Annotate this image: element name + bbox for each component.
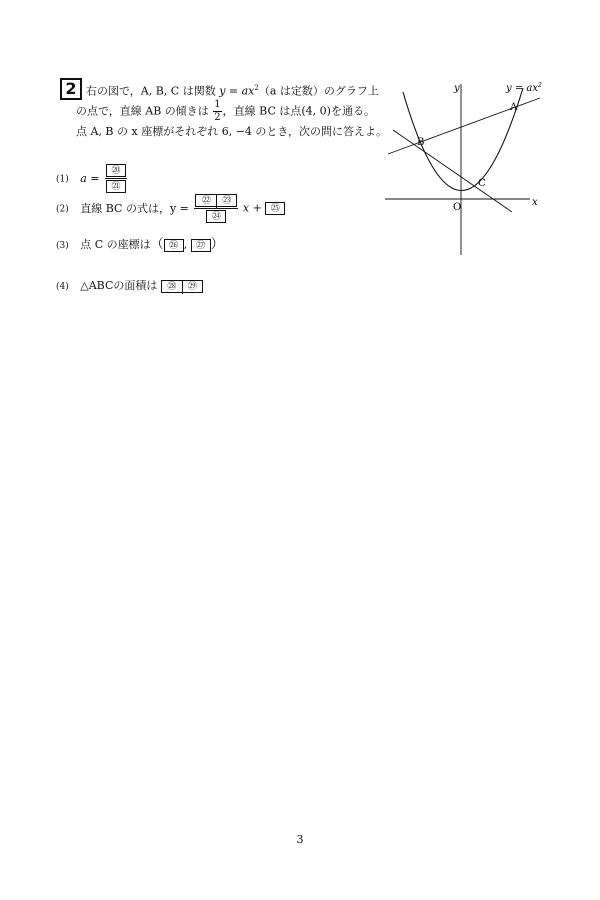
sub-1-text: a = (80, 171, 100, 185)
curve-label (505, 82, 542, 94)
answer-box-21[interactable]: ㉑ (106, 180, 126, 193)
answer-box-28[interactable]: ㉘ (167, 281, 177, 292)
point-c-label: C (478, 178, 486, 189)
sub-question-1 (56, 164, 128, 193)
sub-question-4 (56, 278, 203, 295)
curve-label-exponent: 2 (538, 82, 542, 89)
answer-box-26[interactable]: ㉖ (164, 239, 184, 252)
origin-label: O (453, 202, 462, 213)
sub-2-text: 直線 BC の式は，y = (80, 201, 189, 215)
question-number: 2 (60, 78, 82, 100)
answer-box-27[interactable]: ㉗ (191, 239, 211, 252)
sub-4-label: (4) (56, 282, 69, 292)
intro-line-2-b: ，直線 BC は点(4, 0)を通る。 (222, 104, 375, 118)
line-bc (393, 130, 512, 212)
answer-box-22[interactable]: ㉒ (201, 196, 211, 206)
sub-2-fraction (194, 194, 238, 223)
sub-2-label: (2) (56, 204, 69, 215)
sub-4-text: △ABCの面積は (80, 279, 158, 292)
page-number: 3 (296, 833, 304, 846)
answer-box-24[interactable]: ㉔ (206, 210, 226, 223)
sub-1-fraction (105, 164, 127, 193)
parabola-graph (380, 70, 555, 265)
intro-line-3: 点 A, B の x 座標がそれぞれ 6, −4 のとき，次の問に答えよ。 (76, 125, 387, 138)
slope-denominator: 2 (214, 112, 221, 123)
answer-box-22-23 (195, 194, 237, 207)
intro-equation-exponent: 2 (254, 84, 259, 92)
sub-question-3: (3) 点 C の座標は（ ㉖ , ㉗ ） (56, 237, 224, 252)
answer-box-20[interactable]: ⑳ (106, 164, 126, 177)
answer-box-23[interactable]: ㉓ (216, 195, 236, 208)
intro-line-1 (86, 81, 379, 99)
intro-line-1-a: 右の図で，A, B, C は関数 (86, 84, 220, 98)
intro-equation: y = ax (219, 84, 255, 98)
point-b-label: B (417, 137, 425, 148)
answer-box-29[interactable]: ㉙ (182, 281, 202, 294)
y-axis-label: y (454, 83, 460, 94)
intro-line-1-b: （a は定数）のグラフ上 (258, 84, 379, 98)
curve-label-text: y = ax (506, 83, 538, 94)
intro-line-2-a: の点で，直線 AB の傾きは (76, 104, 213, 118)
answer-box-25[interactable]: ㉕ (265, 202, 285, 215)
sub-1-label: (1) (56, 174, 69, 185)
sub-2-mid: x + (242, 201, 262, 215)
point-a-label: A (510, 102, 518, 113)
sub-3-text: 点 C の座標は (80, 238, 151, 251)
sub-question-2 (56, 194, 285, 223)
slope-numerator: 1 (214, 99, 221, 110)
intro-line-2 (76, 100, 375, 123)
slope-fraction (213, 100, 221, 123)
sub-3-label: (3) (56, 241, 69, 251)
answer-box-28-29 (161, 280, 203, 293)
x-axis-label: x (532, 197, 538, 208)
